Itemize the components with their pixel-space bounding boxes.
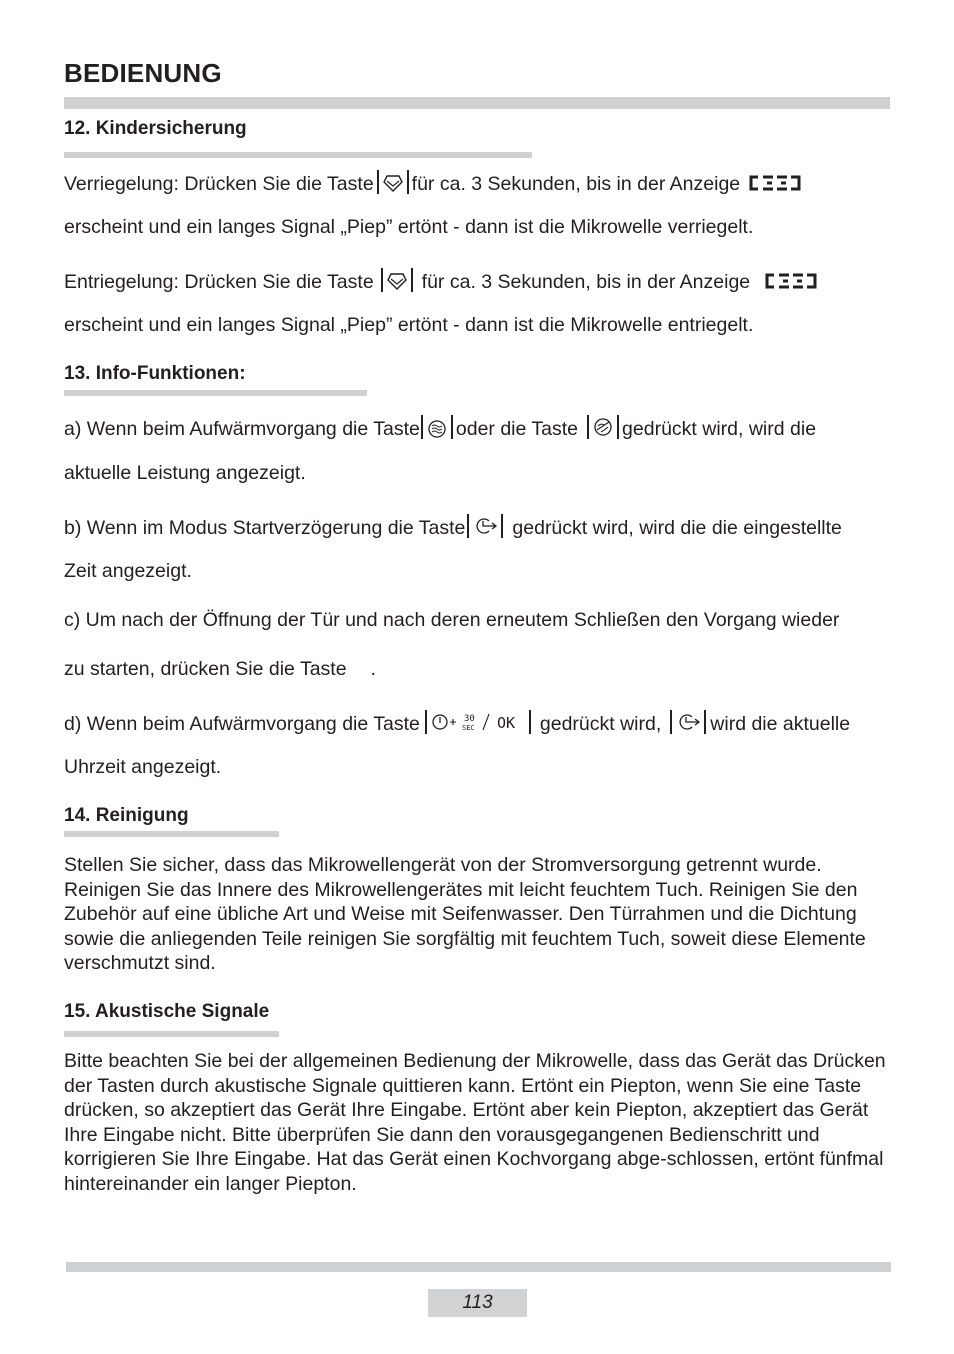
info-b-text-1: b) Wenn im Modus Startverzögerung die Taste xyxy=(64,517,466,539)
info-c-text-3: . xyxy=(370,658,376,680)
key-sec-label: SEC xyxy=(461,724,475,732)
info-a-text-2: oder die Taste xyxy=(455,418,579,440)
grill-icon xyxy=(592,415,614,439)
clock-start-icon xyxy=(472,514,498,538)
lock-text-a: Verriegelung: Drücken Sie die Taste xyxy=(64,173,374,195)
grill-key xyxy=(587,415,619,439)
microwave-waves-icon xyxy=(426,415,448,439)
section-12-underline xyxy=(64,152,532,158)
section-13-heading: 13. Info-Funktionen: xyxy=(64,363,246,384)
page-title: BEDIENUNG xyxy=(64,58,222,88)
page-number: 113 xyxy=(428,1289,527,1317)
key-30-label: 30 xyxy=(463,714,475,724)
footer-rule xyxy=(66,1262,891,1272)
info-c-line-2 xyxy=(64,657,376,681)
header-rule xyxy=(64,97,890,109)
info-c-line: c) Um nach der Öffnung der Tür und nach deren erneutem Schließen den Vorgang wieder xyxy=(64,609,840,631)
key-ok-label: OK xyxy=(496,714,515,732)
info-d-line-2: Uhrzeit angezeigt. xyxy=(64,756,222,778)
info-d-text-2: gedrückt wird, xyxy=(539,713,662,735)
unlock-result-line: erscheint und ein langes Signal „Piep” ertönt - dann ist die Mikrowelle entriegelt. xyxy=(64,314,754,336)
microwave-power-key xyxy=(421,415,453,439)
acoustic-signals-paragraph: Bitte beachten Sie bei der allgemeinen Bedienung der Mikrowelle, dass das Gerät das Drücken der Tasten durch akustische Signale quittieren kann. Ertönt ein Piepton, wenn Sie eine Taste drücken, so akzeptiert das Gerät Ihre Eingabe. Ertönt aber kein Piepton, akzeptiert das Gerät Ihre Eingabe nicht. Bitte überprüfen Sie dann den vorausgegangenen Bedienschritt und korrigieren Sie Ihre Eingabe. Hat das Gerät einen Kochvorgang abge-schlossen, ertönt fünfmal hintereinander ein langer Piepton. xyxy=(64,1050,886,1195)
cleaning-paragraph: Stellen Sie sicher, dass das Mikrowellengerät von der Stromversorgung getrennt wurde. Reinigen Sie das Innere des Mikrowellengerätes mit leicht feuchtem Tuch. Reinigen Sie den Zubehör auf eine übliche Art und Weise mit Seifenwasser. Den Türrahmen und die Dichtung sowie die anliegenden Teile reinigen Sie sorgfältig mit feuchtem Tuch, soweit diese Elemente verschmutzt sind. xyxy=(64,854,866,975)
section-15-heading: 15. Akustische Signale xyxy=(64,1001,270,1022)
missing-key-symbol xyxy=(347,665,371,675)
child-lock-icon xyxy=(382,170,404,194)
info-c-text-2: zu starten, drücken Sie die Taste xyxy=(64,658,347,680)
section-13-underline xyxy=(64,390,367,396)
unlock-instruction-line xyxy=(64,264,818,294)
child-lock-icon xyxy=(386,268,408,292)
unlock-text-b: für ca. 3 Sekunden, bis in der Anzeige xyxy=(421,271,751,293)
lock-display-icon xyxy=(748,174,802,198)
clock-key xyxy=(670,710,706,734)
info-a-text-3: gedrückt wird, wird die xyxy=(622,418,817,440)
clock-start-icon xyxy=(675,710,701,734)
start-30sec-ok-key xyxy=(425,710,531,734)
power-plus-30sec-ok-icon xyxy=(431,710,525,734)
info-d-line xyxy=(64,706,850,736)
info-b-line xyxy=(64,510,842,540)
info-d-text-1: d) Wenn beim Aufwärmvorgang die Taste xyxy=(64,713,420,735)
section-14-underline xyxy=(64,831,279,837)
lock-result-line: erscheint und ein langes Signal „Piep” ertönt - dann ist die Mikrowelle verriegelt. xyxy=(64,216,754,238)
delay-start-key xyxy=(467,514,503,538)
lock-instruction-line xyxy=(64,166,802,196)
lock-text-b: für ca. 3 Sekunden, bis in der Anzeige xyxy=(411,173,741,195)
section-14-heading: 14. Reinigung xyxy=(64,805,189,826)
child-lock-key xyxy=(377,170,409,194)
info-b-text-2: gedrückt wird, wird die die eingestellte xyxy=(512,517,842,539)
section-12-heading: 12. Kindersicherung xyxy=(64,118,247,139)
child-lock-key-2 xyxy=(381,268,413,292)
unlock-text-a: Entriegelung: Drücken Sie die Taste xyxy=(64,271,374,293)
info-d-text-3: wird die aktuelle xyxy=(710,713,851,735)
info-a-line xyxy=(64,411,816,441)
unlock-display-icon xyxy=(764,272,818,296)
info-b-line-2: Zeit angezeigt. xyxy=(64,560,192,582)
section-15-underline xyxy=(64,1031,279,1037)
info-a-line-2: aktuelle Leistung angezeigt. xyxy=(64,462,306,484)
info-a-text-1: a) Wenn beim Aufwärmvorgang die Taste xyxy=(64,418,420,440)
